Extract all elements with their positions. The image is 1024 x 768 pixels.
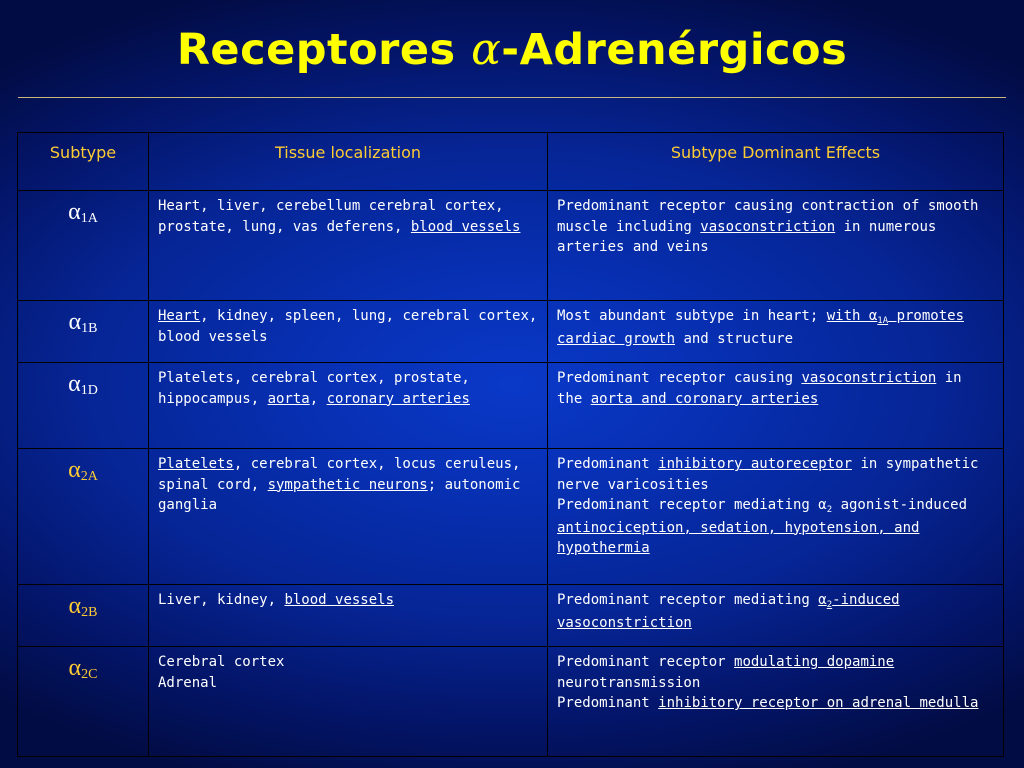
receptor-table: [17, 132, 1004, 757]
cell-text: ; autonomic ganglia: [158, 476, 521, 513]
effects-cell: [548, 363, 1004, 449]
underlined-term: blood vessels: [410, 218, 521, 235]
cell-text: Predominant receptor causing contraction of smooth muscle including: [557, 198, 979, 235]
subtype-cell: [18, 301, 149, 363]
underlined-term: modulating dopamine: [734, 654, 895, 670]
alpha-symbol: α: [68, 655, 82, 681]
underlined-term: vasoconstriction: [700, 218, 836, 235]
tissue-cell: [149, 449, 548, 585]
table-row: [18, 449, 1004, 585]
underlined-term: 2: [826, 600, 833, 610]
underlined-term: blood vessels: [284, 592, 395, 608]
cell-text: Most abundant subtype in heart;: [557, 308, 827, 324]
cell-text: , cerebral cortex, locus ceruleus, spinal cord,: [158, 456, 521, 493]
table-row: [18, 585, 1004, 647]
underlined-term: aorta: [267, 390, 310, 407]
cell-text: , kidney, spleen, lung, cerebral cortex, blood vessels: [158, 308, 538, 345]
header-tissue: Tissue localization: [149, 133, 548, 191]
cell-text: Cerebral cortex: [158, 654, 285, 670]
underlined-term: with α: [826, 308, 878, 324]
underlined-term: coronary arteries: [326, 390, 470, 407]
underlined-term: vasoconstriction: [801, 370, 937, 386]
underlined-term: inhibitory autoreceptor: [658, 456, 853, 472]
subtype-subscript: 2C: [81, 667, 98, 682]
cell-text: Liver, kidney,: [158, 592, 285, 608]
subtype-subscript: 2B: [81, 605, 98, 620]
subtype-cell: [18, 647, 149, 757]
cell-text: Platelets, cerebral cortex, prostate, hippocampus,: [158, 370, 470, 407]
table-row: [18, 647, 1004, 757]
effects-cell: [548, 647, 1004, 757]
cell-text: 2: [826, 505, 833, 515]
cell-text: Predominant: [557, 695, 659, 711]
subtype-cell: [18, 363, 149, 449]
underlined-term: 1A: [877, 316, 889, 326]
cell-text: Predominant receptor mediating α: [557, 497, 827, 513]
cell-text: Heart, liver, cerebellum cerebral cortex, prostate, lung, vas deferens,: [158, 198, 504, 235]
subtype-symbol: [69, 593, 98, 619]
subtype-subscript: 1A: [80, 211, 98, 226]
underlined-term: α: [818, 592, 827, 608]
underlined-term: sympathetic neurons: [267, 476, 428, 493]
effects-cell: [548, 191, 1004, 301]
tissue-cell: [149, 301, 548, 363]
tissue-cell: [149, 647, 548, 757]
table-row: [18, 363, 1004, 449]
effects-cell: [548, 449, 1004, 585]
title-prefix: Receptores: [176, 25, 472, 75]
underlined-term: promotes cardiac growth: [557, 308, 964, 347]
table-row: [18, 301, 1004, 363]
alpha-symbol: α: [68, 457, 81, 483]
underlined-term: inhibitory receptor on adrenal medulla: [658, 695, 979, 711]
tissue-cell: [149, 585, 548, 647]
subtype-cell: [18, 191, 149, 301]
effects-cell: [548, 301, 1004, 363]
effects-cell: [548, 585, 1004, 647]
cell-text: and structure: [675, 330, 794, 347]
subtype-symbol: [68, 371, 98, 397]
cell-text: ,: [309, 390, 327, 407]
underlined-term: -induced vasoconstriction: [557, 592, 900, 631]
subtype-symbol: [68, 457, 98, 483]
cell-text: in the: [557, 370, 962, 407]
tissue-cell: [149, 363, 548, 449]
alpha-symbol: α: [68, 593, 82, 619]
table-row: [18, 191, 1004, 301]
alpha-symbol: α: [68, 199, 81, 225]
title-divider: [18, 97, 1006, 98]
header-subtype: Subtype: [18, 133, 149, 191]
alpha-symbol: α: [68, 371, 81, 397]
underlined-term: aorta and coronary arteries: [590, 390, 819, 407]
title-suffix: -Adrenérgicos: [501, 25, 848, 75]
alpha-symbol: α: [68, 309, 82, 335]
subtype-subscript: 1D: [80, 383, 98, 398]
cell-text: in numerous arteries and veins: [557, 218, 937, 255]
cell-text: in sympathetic nerve varicosities: [557, 456, 979, 493]
subtype-symbol: [69, 309, 98, 335]
header-effects: Subtype Dominant Effects: [548, 133, 1004, 191]
subtype-subscript: 1B: [81, 321, 98, 336]
subtype-symbol: [68, 199, 98, 225]
underlined-term: Heart: [158, 308, 201, 324]
tissue-cell: [149, 191, 548, 301]
title-alpha: α: [471, 24, 502, 75]
cell-text: neurotransmission: [557, 674, 701, 691]
underlined-term: antinociception, sedation, hypotension, and hypothermia: [557, 519, 920, 556]
cell-text: Predominant receptor: [557, 654, 735, 670]
subtype-cell: [18, 449, 149, 585]
slide-title: [0, 24, 1024, 75]
cell-text: agonist-induced: [832, 497, 967, 513]
cell-text: Predominant: [557, 456, 659, 472]
table-header-row: [18, 133, 1004, 191]
cell-text: Predominant receptor causing: [557, 370, 802, 386]
subtype-symbol: [69, 655, 98, 681]
subtype-cell: [18, 585, 149, 647]
cell-text: Predominant receptor mediating: [557, 592, 819, 608]
underlined-term: Platelets: [158, 456, 234, 472]
cell-text: Adrenal: [158, 674, 218, 691]
subtype-subscript: 2A: [80, 469, 98, 484]
